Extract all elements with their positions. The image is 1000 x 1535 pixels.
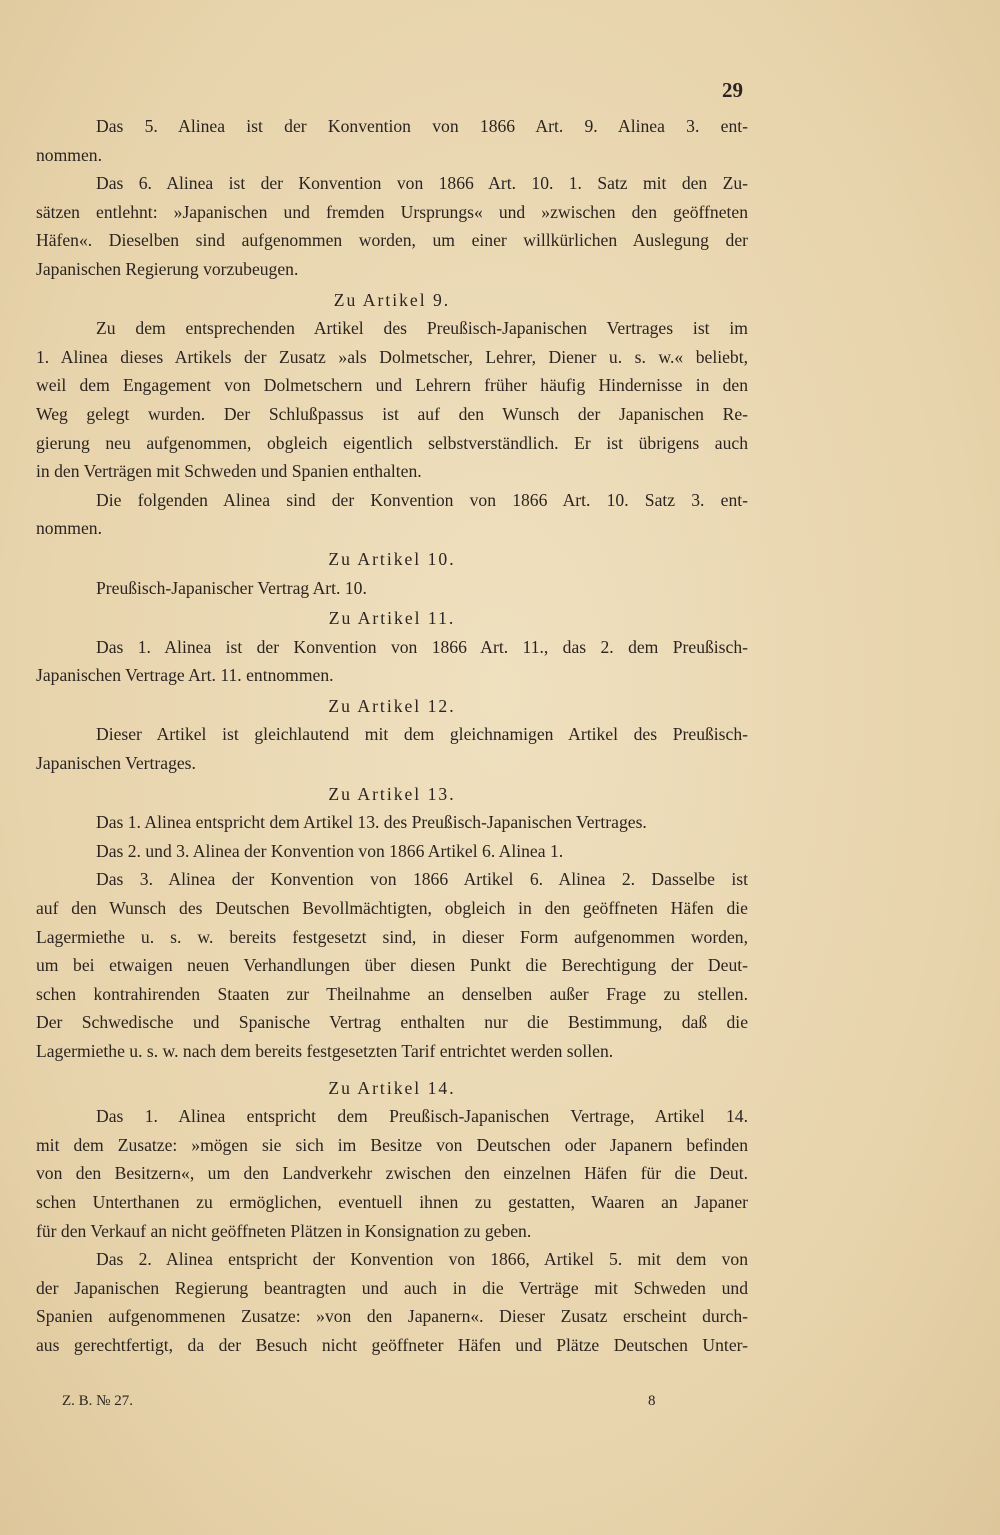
paragraph [36, 633, 748, 690]
text-line: um bei etwaigen neuen Verhandlungen über diesen Punkt die Berechtigung der Deut- [36, 955, 748, 976]
text-line: schen kontrahirenden Staaten zur Theilnahme an denselben außer Frage zu stellen. [36, 983, 748, 1004]
text-line: Japanischen Vertrage Art. 11. entnommen. [36, 665, 334, 686]
article-heading: Zu Artikel 13. [328, 783, 456, 804]
text-line: Das 3. Alinea der Konvention von 1866 Artikel 6. Alinea 2. Dasselbe ist [96, 869, 748, 890]
text-line: Das 1. Alinea ist der Konvention von 1866 Art. 11., das 2. dem Preußisch- [96, 636, 748, 657]
text-line: für den Verkauf an nicht geöffneten Plätzen in Konsignation zu geben. [36, 1220, 532, 1241]
text-line: Lagermiethe u. s. w. bereits festgesetzt sind, in dieser Form aufgenommen worden, [36, 926, 748, 947]
text-line: Spanien aufgenommenen Zusatze: »von den Japanern«. Dieser Zusatz erscheint durch- [36, 1306, 748, 1327]
text-line: Zu dem entsprechenden Artikel des Preußisch-Japanischen Vertrages ist im [96, 318, 748, 339]
paragraph [36, 720, 748, 777]
text-line: schen Unterthanen zu ermöglichen, eventuell ihnen zu gestatten, Waaren an Japaner [36, 1191, 748, 1212]
text-line: nommen. [36, 144, 102, 165]
article-heading: Zu Artikel 14. [328, 1077, 456, 1098]
paragraph [36, 169, 748, 283]
paragraph [36, 112, 748, 169]
paragraph [36, 808, 748, 837]
text-line: Häfen«. Dieselben sind aufgenommen worden, um einer willkürlichen Auslegung der [36, 230, 748, 251]
text-line: mit dem Zusatze: »mögen sie sich im Besitze von Deutschen oder Japanern befinden [36, 1134, 748, 1155]
text-line: sätzen entlehnt: »Japanischen und fremden Ursprungs« und »zwischen den geöffneten [36, 201, 748, 222]
article-heading: Zu Artikel 10. [328, 548, 456, 569]
text-line: Das 1. Alinea entspricht dem Artikel 13. des Preußisch-Japanischen Vertrages. [96, 812, 647, 833]
paragraph [36, 837, 748, 866]
article-heading: Zu Artikel 9. [333, 289, 451, 310]
text-line: Das 1. Alinea entspricht dem Preußisch-Japanischen Vertrage, Artikel 14. [96, 1106, 748, 1127]
text-line: Das 2. und 3. Alinea der Konvention von 1866 Artikel 6. Alinea 1. [96, 840, 564, 861]
text-line: Japanischen Regierung vorzubeugen. [36, 258, 299, 279]
paragraph [36, 314, 748, 486]
paragraph [36, 486, 748, 543]
text-line: Das 2. Alinea entspricht der Konvention von 1866, Artikel 5. mit dem von [96, 1249, 748, 1270]
sheet-number: 8 [648, 1393, 656, 1409]
text-line: Preußisch-Japanischer Vertrag Art. 10. [96, 577, 367, 598]
article-heading: Zu Artikel 11. [328, 608, 456, 629]
paragraph [36, 865, 748, 1065]
page-number: 29 [722, 78, 743, 102]
text-line: von den Besitzern«, um den Landverkehr zwischen den einzelnen Häfen für die Deut. [36, 1163, 748, 1184]
text-line: aus gerechtfertigt, da der Besuch nicht geöffneter Häfen und Plätze Deutschen Unter- [36, 1334, 748, 1355]
text-line: Japanischen Vertrages. [36, 753, 196, 774]
text-line: Dieser Artikel ist gleichlautend mit dem gleichnamigen Artikel des Preußisch- [96, 724, 748, 745]
text-line: Der Schwedische und Spanische Vertrag enthalten nur die Bestimmung, daß die [36, 1012, 748, 1033]
section-gap [36, 1066, 748, 1072]
document-body [36, 112, 748, 1360]
text-line: Das 6. Alinea ist der Konvention von 1866 Art. 10. 1. Satz mit den Zu- [96, 173, 748, 194]
text-line: Weg gelegt wurden. Der Schlußpassus ist auf den Wunsch der Japanischen Re- [36, 403, 748, 424]
text-line: in den Verträgen mit Schweden und Spanien enthalten. [36, 461, 422, 482]
text-line: der Japanischen Regierung beantragten und auch in die Verträge mit Schweden und [36, 1277, 748, 1298]
text-line: auf den Wunsch des Deutschen Bevollmächtigten, obgleich in den geöffneten Häfen die [36, 898, 748, 919]
printer-signature: Z. B. № 27. [62, 1393, 133, 1409]
text-line: Das 5. Alinea ist der Konvention von 1866 Art. 9. Alinea 3. ent- [96, 116, 748, 136]
text-line: 1. Alinea dieses Artikels der Zusatz »als Dolmetscher, Lehrer, Diener u. s. w.« beliebt, [36, 346, 748, 367]
text-line: weil dem Engagement von Dolmetschern und Lehrern früher häufig Hindernisse in den [36, 375, 748, 396]
paragraph [36, 574, 748, 603]
text-line: nommen. [36, 518, 102, 539]
paragraph [36, 1102, 748, 1245]
text-line: Die folgenden Alinea sind der Konvention von 1866 Art. 10. Satz 3. ent- [96, 489, 748, 510]
text-line: Lagermiethe u. s. w. nach dem bereits festgesetzten Tarif entrichtet werden sollen. [36, 1041, 614, 1061]
article-heading: Zu Artikel 12. [328, 695, 456, 716]
paragraph [36, 1245, 748, 1359]
text-line: gierung neu aufgenommen, obgleich eigentlich selbstverständlich. Er ist übrigens auch [36, 432, 748, 453]
